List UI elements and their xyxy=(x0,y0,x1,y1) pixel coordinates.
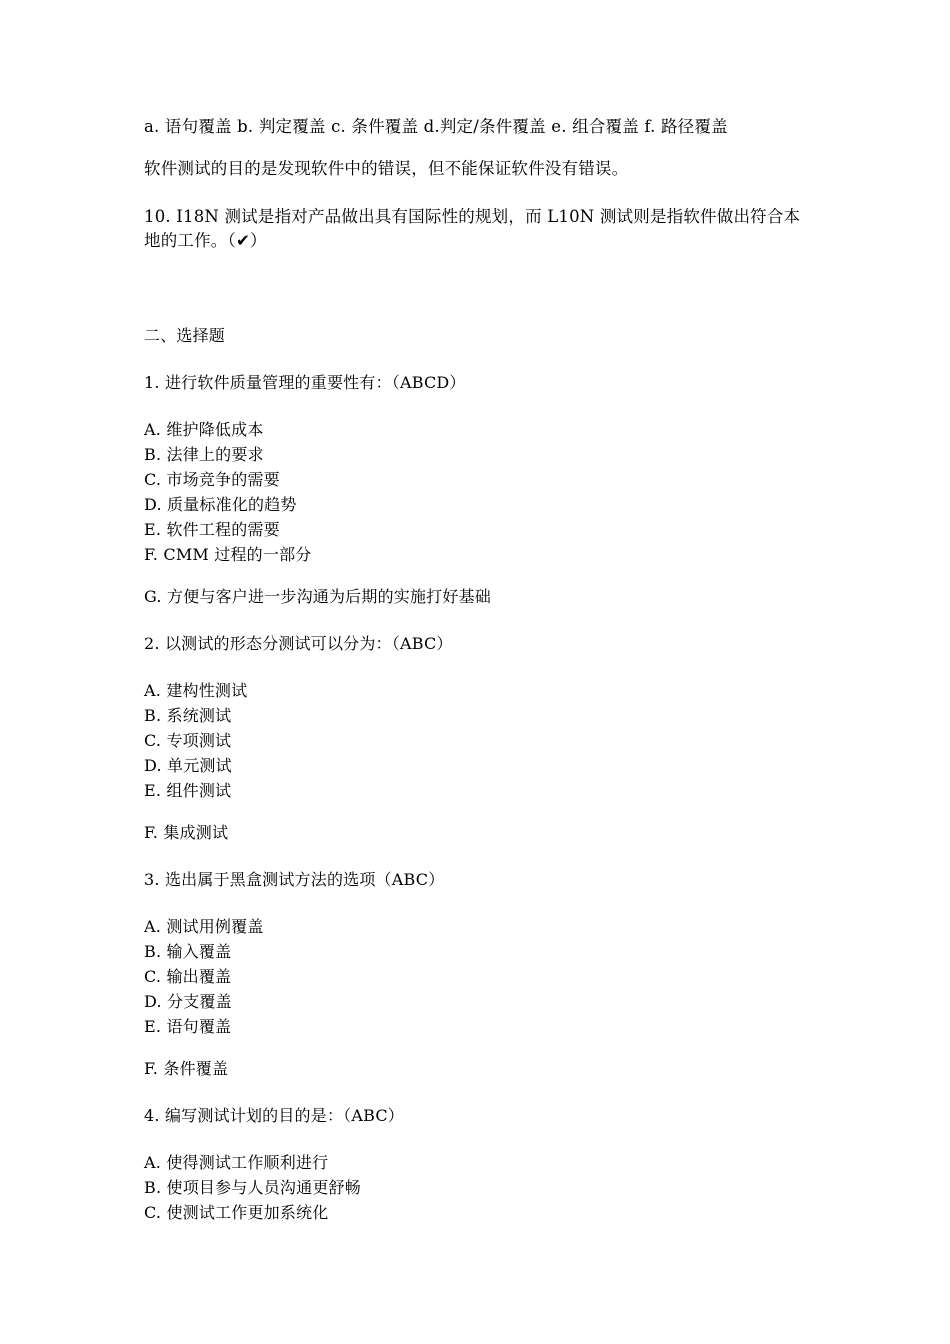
question-4-stem: 4. 编写测试计划的目的是：（ABC） xyxy=(144,1106,405,1125)
question-2-option-a: A. 建构性测试 xyxy=(144,681,248,700)
question-2-option-f: F. 集成测试 xyxy=(144,823,229,842)
question-1-option-e: E. 软件工程的需要 xyxy=(144,520,280,539)
question-3-option-e: E. 语句覆盖 xyxy=(144,1017,232,1036)
question-3-option-f: F. 条件覆盖 xyxy=(144,1059,229,1078)
question-3-option-a: A. 测试用例覆盖 xyxy=(144,917,264,936)
question-2-option-d: D. 单元测试 xyxy=(144,756,232,775)
question-1-option-c: C. 市场竞争的需要 xyxy=(144,470,280,489)
question-2-option-c: C. 专项测试 xyxy=(144,731,232,750)
question-1-option-a: A. 维护降低成本 xyxy=(144,420,264,439)
question-3-option-d: D. 分支覆盖 xyxy=(144,992,232,1011)
question-1-option-f: F. CMM 过程的一部分 xyxy=(144,545,312,564)
question-3-option-c: C. 输出覆盖 xyxy=(144,967,232,986)
question-2-option-b: B. 系统测试 xyxy=(144,706,232,725)
testing-purpose-statement: 软件测试的目的是发现软件中的错误，但不能保证软件没有错误。 xyxy=(144,159,629,178)
question-4-option-a: A. 使得测试工作顺利进行 xyxy=(144,1153,329,1172)
item-10-line-2: 地的工作。（✔） xyxy=(144,231,267,250)
question-1-option-g: G. 方便与客户进一步沟通为后期的实施打好基础 xyxy=(144,587,491,606)
question-4-option-b: B. 使项目参与人员沟通更舒畅 xyxy=(144,1178,361,1197)
question-2-option-e: E. 组件测试 xyxy=(144,781,232,800)
question-1-option-d: D. 质量标准化的趋势 xyxy=(144,495,297,514)
question-4-option-c: C. 使测试工作更加系统化 xyxy=(144,1203,329,1222)
question-3-stem: 3. 选出属于黑盒测试方法的选项（ABC） xyxy=(144,870,445,889)
question-1-option-b: B. 法律上的要求 xyxy=(144,445,264,464)
question-3-option-b: B. 输入覆盖 xyxy=(144,942,232,961)
coverage-types-line: a. 语句覆盖 b. 判定覆盖 c. 条件覆盖 d.判定/条件覆盖 e. 组合覆盖 f. 路径覆盖 xyxy=(144,117,728,136)
item-10-line-1: 10. I18N 测试是指对产品做出具有国际性的规划，而 L10N 测试则是指软件做出符合本 xyxy=(144,207,801,226)
question-1-stem: 1. 进行软件质量管理的重要性有：（ABCD） xyxy=(144,373,466,392)
section-title: 二、选择题 xyxy=(144,326,226,345)
question-2-stem: 2. 以测试的形态分测试可以分为：（ABC） xyxy=(144,634,453,653)
